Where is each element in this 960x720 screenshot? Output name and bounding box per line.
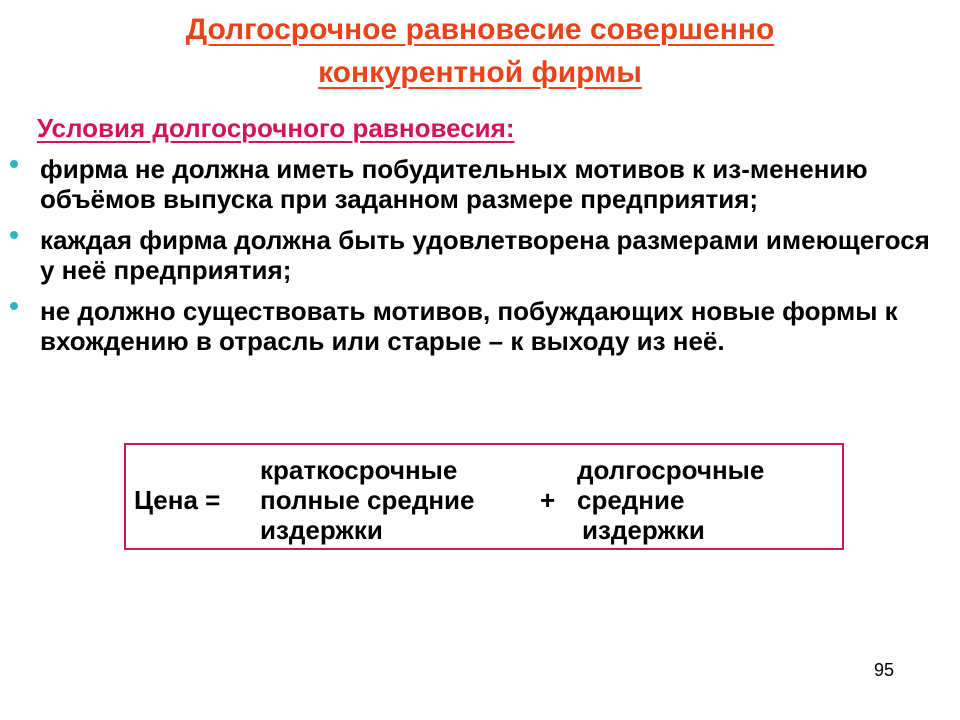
short-run-label: краткосрочные	[260, 455, 458, 485]
title-line-1: Долгосрочное равновесие совершенно	[185, 13, 775, 46]
price-formula-box	[124, 443, 844, 550]
bullet-item	[0, 225, 940, 285]
bullet-item	[0, 154, 940, 214]
price-equals: Цена =	[134, 485, 221, 515]
bullet-text: каждая фирма должна быть удовлетворена размерами имеющегося у неё предприятия;	[40, 225, 930, 285]
bullet-dot-icon	[10, 302, 18, 310]
costs-label-1: издержки	[260, 515, 383, 545]
bullet-dot-icon	[10, 231, 18, 239]
full-average-label: полные средние	[260, 485, 475, 515]
average-label: средние	[577, 485, 685, 515]
bullet-text: не должно существовать мотивов, побуждающих новые формы к вхождению в отрасль или старые – к выходу из неё.	[40, 296, 898, 356]
long-run-label: долгосрочные	[577, 455, 765, 485]
bullet-list	[0, 154, 940, 367]
page-number: 95	[874, 660, 895, 680]
bullet-item	[0, 296, 940, 356]
title-line-2: конкурентной фирмы	[318, 56, 642, 89]
bullet-text: фирма не должна иметь побудительных мотивов к из-менению объёмов выпуска при заданном размере предприятия;	[40, 154, 868, 214]
section-subtitle: Условия долгосрочного равновесия:	[37, 113, 515, 143]
bullet-dot-icon	[10, 160, 18, 168]
plus-sign: +	[540, 485, 556, 515]
slide-title	[80, 8, 880, 94]
costs-label-2: издержки	[582, 515, 705, 545]
